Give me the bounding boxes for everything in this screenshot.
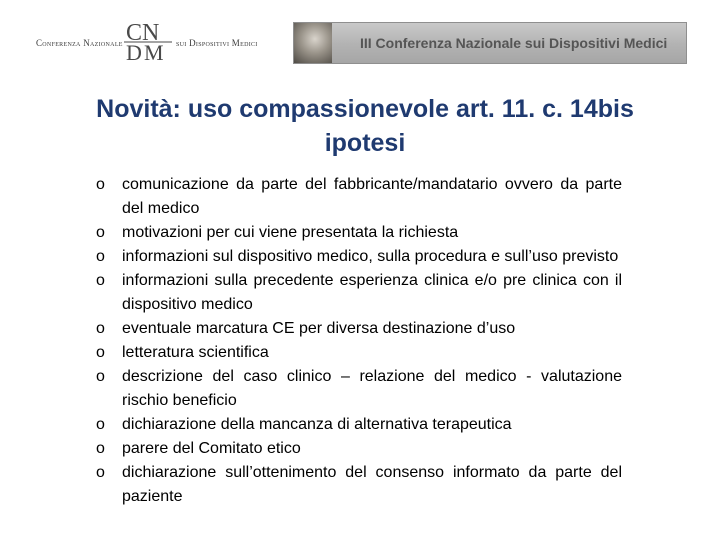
list-item — [96, 317, 622, 341]
banner-title: III Conferenza Nazionale sui Dispositivi Medici — [360, 35, 668, 51]
svg-text:C: C — [126, 20, 143, 46]
list-item-text: eventuale marcatura CE per diversa destinazione d’uso — [122, 320, 516, 337]
slide-title-line-1: Novità: uso compassionevole art. 11. c. 14bis — [96, 95, 634, 123]
logo-text-right: sui Dispositivi Medici — [176, 38, 258, 48]
conference-banner — [293, 22, 687, 64]
list-item-text: descrizione del caso clinico – relazione del medico - valutazione rischio beneficio — [122, 368, 622, 409]
list-item-text: motivazioni per cui viene presentata la richiesta — [122, 224, 459, 241]
bullet-marker: o — [96, 440, 105, 457]
bullet-marker: o — [96, 416, 105, 433]
list-item-text: informazioni sulla precedente esperienza clinica e/o pre clinica con il dispositivo medico — [122, 272, 622, 313]
list-item-text: dichiarazione della mancanza di alternativa terapeutica — [122, 416, 512, 433]
bullet-marker: o — [96, 368, 105, 385]
list-item — [96, 221, 622, 245]
bullet-marker: o — [96, 224, 105, 241]
list-item — [96, 413, 622, 437]
slide-title — [40, 92, 690, 160]
cndm-logo-icon — [124, 18, 172, 62]
bullet-marker: o — [96, 344, 105, 361]
list-item-text: informazioni sul dispositivo medico, sulla procedura e sull’uso previsto — [122, 248, 619, 265]
svg-text:N: N — [142, 20, 160, 46]
list-item — [96, 269, 622, 317]
list-item-text: letteratura scientifica — [122, 344, 269, 361]
header — [0, 0, 720, 75]
bullet-list — [96, 173, 622, 509]
list-item — [96, 461, 622, 509]
list-item — [96, 365, 622, 413]
list-item-text: comunicazione da parte del fabbricante/mandatario ovvero da parte del medico — [122, 176, 622, 217]
bullet-marker: o — [96, 464, 105, 481]
banner-photo — [294, 23, 332, 63]
svg-text:M: M — [144, 40, 164, 62]
bullet-marker: o — [96, 320, 105, 337]
logo-text-left: Conferenza Nazionale — [36, 38, 123, 48]
list-item-text: parere del Comitato etico — [122, 440, 301, 457]
list-item — [96, 173, 622, 221]
list-item — [96, 341, 622, 365]
slide-title-line-2: ipotesi — [324, 129, 406, 157]
list-item-text: dichiarazione sull’ottenimento del consenso informato da parte del paziente — [122, 464, 622, 505]
list-item — [96, 437, 622, 461]
bullet-marker: o — [96, 272, 105, 289]
svg-text:D: D — [126, 40, 142, 62]
bullet-marker: o — [96, 248, 105, 265]
bullet-marker: o — [96, 176, 105, 193]
list-item — [96, 245, 622, 269]
